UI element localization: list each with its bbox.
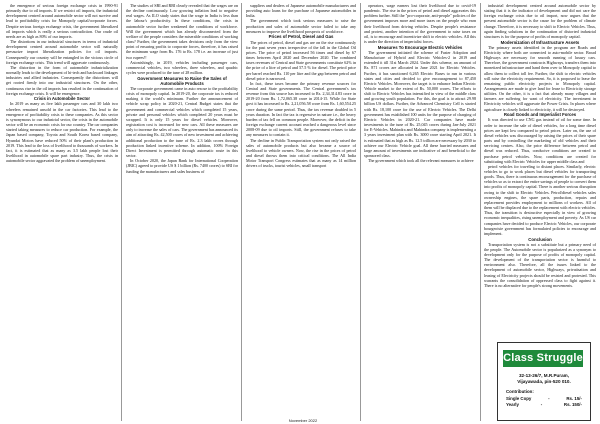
ad-price-sep: - xyxy=(540,402,543,407)
section-heading: Prices of Petrol, Diesel and Gas xyxy=(268,34,334,40)
article-column-3 xyxy=(246,3,356,169)
section-heading: Measures To Encourage Electric Vehicles xyxy=(377,44,463,50)
ad-price-row xyxy=(500,402,588,409)
ad-address-line-1: 32-13-26/7, M.R.Puram, xyxy=(518,373,570,378)
paragraph: In fact, these taxes became the primary revenue sources for Central and State governments. The Central government's tax revenue from this source has increased to Rs. 2,34,314.83 crore in 2019-20 from Rs. 1,72,065.38 crore in 2014-15. While for State govt it has increased to Rs. 2,21,056.58 crore from Rs. 1,60,554.25 crore during the same period. Thus, the tax revenue doubled in 5 years duration. In fact the tax is regressive in nature i.e., the heavy burden of tax fell on common people. Moreover, the deficit in the foreign exchange current account reached a dangerous level since 2008-09 due to oil imports. Still, the government refuses to take any measures to contain it. xyxy=(246,80,356,138)
article-column-2 xyxy=(126,3,238,174)
paragraph: the emergence of serious foreign exchange crisis in 1990-91 primarily due to oil imports. If we restrict oil imports, the industrial development centred around automobile sector will not survive and lead to profitability crisis for Monopoly capital/corporate forces. Despite serious foreign exchange crisis, the government liberalized oil imports which is really a serious contradiction. Our crude oil needs are as high as 80% of our imports. xyxy=(6,3,118,39)
paragraph: petrol vehicles for traveling to distant places. Similarly, electric vehicles to go to work places but diesel vehicles for transporting goods. Thus, there is continuous encouragement for the purchase of vehicles so as to extract the entire savings of people to convert them into profits of monopoly capital. There is another serious disruption owing to the shift to Electric Vehicles. Petrol/diesel vehicles sales ownership engines, the spare parts, production, repairs and replacement provides employment to millions of workers. All of them will be displaced due to the replacement with electric vehicles. Thus, the transition is destructive especially in view of growing economic inequalities, rising unemployment and poverty. As US car companies have decided to produce Electric Vehicles, our corporate bourgeoisie government has formulated policies to encourage and implement. xyxy=(484,163,596,236)
paragraph: The government which took serious measures to raise the production and sales of automobile sector failed to take any measures to improve the livelihood prospects of workforce. xyxy=(246,18,356,34)
paragraph: The distortions in our industrial structures in terms of industrial development centred around automobile sector will naturally pressurize import liberalization policies for oil imports. Consequently our country will be entangled in the vicious circle of foreign exchange crisis. This trend will aggravate continuously. xyxy=(6,39,118,65)
paragraph: The government which took all the relevant measures to achieve xyxy=(368,158,474,164)
section-heading: Government Measures to Raise the Sales of Automobile Products xyxy=(137,75,227,86)
paragraph: Transportation system is not a substitute but a primary need of the people. The Automobile sector is popularized as a synonym to development only for the purpose of profits of monopoly capital. The development of the transportation sector is harmful to environment also. Therefore, all the issues linked to the development of automobile sector, Highways, privatisation and leasing of Electricity projects should be resisted and protested. This warrants the consolidation of oppressed class to fight against it. There is no alternative for people's strong movements. xyxy=(484,241,596,288)
paragraph: It was directed to use CNG gas instead of oil for some time. In order to increase the sale of diesel vehicles, for a long time diesel prices are kept low compared to petrol prices. Later on, the use of diesel vehicles was discouraged by raising the prices of their spare parts and by controlling the marketing of old vehicles and their servicing centres. Also, the price difference between petrol and diesel was reduced. Thus, conducive conditions are created to purchase petrol vehicles. Now, conditions are created for substituting with Electric Vehicles for upper middle class and xyxy=(484,117,596,164)
page-footer: November 2022 xyxy=(288,418,318,423)
ad-address-line-2: Vijayawada, pin-520 010. xyxy=(517,379,571,385)
ad-contribution-label: Contribution: xyxy=(506,389,534,394)
ad-price-label: Yearly xyxy=(506,402,519,407)
ad-address xyxy=(500,373,588,385)
paragraph: The distortion in the form of automobile industrialization normally leads to the development of hi-tech and backward linkages industries and allied industries. Consequently the distortions will get rooted firmly into our industrial structures. On the other, continuous rise in the oil imports has resulted in the continuation of foreign exchange crisis. It will be emergence. xyxy=(6,64,118,96)
paragraph: operators, wage earners lost their livelihood due to covid-19 pandemic. The rise in the prices of petrol and diesel aggravates this problem further. Still the "pro-corporate, anti-people" policies of the government imposes more and more taxes on the people who earn their livelihood from driving vehicles. Despite people's resistance and protest, another intention of the government to raise taxes on oil, is to encourage and incentivize shift to electric vehicles. All this is under the direction of imperialist forces. xyxy=(364,3,476,45)
column-divider xyxy=(241,3,242,421)
ad-price-value: Rs. 150/- xyxy=(563,402,582,407)
paragraph: suppliers and dealers of Japanese automobile manufacturers and providing auto loans for the purchase of Japanese automobiles in India. xyxy=(246,3,356,19)
paragraph: The government initiated the scheme of Faster Adoption and Manufacture of Hybrid and Electric Vehicles-2 in 2019 and extended it till 31st March 2024. Under this scheme, an amount of Rs. 871 crores are allocated in June 2021 for Electric Vehicles. Further, it has sanctioned 6,265 Electric Buses to run in various states and cities and decided to give encouragement to 87,450 Electric Vehicles. Moreover, the target is to enhance Indian Electric Vehicle market to the extent of Rs. 50,000 crores. The efforts to shift to Electric Vehicles has intensified in view of the middle class and growing youth population. For this, the goal is to attract 29.98 billion US dollars. Further, the Advanced Chemistry Cell is started with Rs. 18,100 crore for the use of Electric Vehicles. The Delhi government has established 100 units for the purpose of charging of Electric Vehicles in 2020-21. Car companies have made investments to the tune of Rs. 25,045 crores during Jan-July 2021 for E-Vehicles. Mahindra and Mahindra company is implementing a 3 years investment plan with Rs. 3000 crore starting April 2021. It is estimated that as high as Rs. 12.5 trillion are necessary by 2030 to achieve our Electric Vehicle goal. All these hurried measures and large amount of investments are indicative of and beneficial to the sponsored class. xyxy=(364,49,476,159)
paragraph: The prices of petrol, diesel and gas are on the rise continuously for the past seven years irrespective of the fall in the Global Oil prices. The price of petrol increased 56 times and diesel by 67 times between April 2020 and December 2020. The combined taxes revenues of Central and State governments constitute 62% in the price of a litre of petrol and 57.5 % for diesel. The petrol price per barrel reached Rs. 110 per litre and the gap between petrol and diesel price is narrowed. xyxy=(246,39,356,81)
paragraph: industrial development centred around automobile sector by stating that it is the indicator of development and did not care the foreign exchange crisis due to oil import, now argues that the present automobile sector is the cause for the problem of climate change. Therefore, it is necessary to shift to Electric Vehicles. Thus, again finding solutions in the continuation of distorted industrial structures is for the purpose of profits of monopoly capital. xyxy=(484,3,596,39)
ad-price-sep: - xyxy=(548,395,550,401)
paragraph: In October 2020, the Japan Bank for International Cooperation (JBIC) agreed to provide US $ 1 billion (Rs. 7400 crores) to SBI for funding the manufacturers and sales business of xyxy=(126,158,238,174)
section-heading: Road Goods and Imperialist Forces xyxy=(503,112,577,118)
section-heading: Crisis in Automobile Sector xyxy=(33,96,91,102)
paragraph: The studies of SBI and RBI clearly revealed that the wages are on the decline continuously. Low growing inflation lead to negative real wages. As ILO study states that the wage in India is less than the labour's productivity. In these conditions, the crisis in automobile sector further weakened the conditions of workforce. Will the government which has already disconnected from the welfare of the people considers the miserable conditions of working class? Further, the government takes decisions only from the view point of ensuring profits to corporate forces, therefore, it has raised the minimum wage from Rs. 176 to Rs. 178 i.e. an increase of just two rupees!! xyxy=(126,3,238,60)
column-divider xyxy=(121,3,122,421)
column-divider xyxy=(360,3,361,421)
column-divider xyxy=(480,3,481,421)
article-column-1 xyxy=(6,3,118,163)
section-heading: Modernization of Infrastructure Assets xyxy=(500,39,580,45)
article-column-5 xyxy=(484,3,596,288)
class-struggle-advertisement xyxy=(497,342,591,421)
ad-price-label: Single Copy xyxy=(506,395,532,401)
paragraph: The primary assets identified in the program are Roads and Electricity where both are connected to auto-mobile sector. Broad Highways are necessary for smooth running of luxury cars. Therefore, the government constructs Highways, transfers them into monetized infrastructure and hand them over to Monopoly capital to allow them to collect toll fee. Further, the shift to electric vehicles will raise the electricity requirement. So, it is proposed to lease the remaining public electricity projects to Monopoly capital. Arrangements are made to give land for lease to Electricity storage utilities. On the other, it is a fact that already many villages and farmers are suffering for want of electricity. The investment in Electricity vehicles will aggravate the Power Crisis. In places where agriculture is closely linked to electricity, it will be destroyed. xyxy=(484,44,596,112)
paragraph: In 2019 as many as five lakh passenger cars and 30 lakh two wheelers remained unsold in the car factories. This lead to the emergence of profitability crisis to these companies. As this sector is synonymous to our industrial sector, the crisis in the automobile sector will be an economic crisis for our country. The car companies started taking measures to reduce car production. For example, the Japan based company, Toyota and South Korea based company, Hyundai Motors have reduced 50% of their plant's production in 2019. This lead to the loss of livelihood to thousands of workers. In fact, it is estimated that as many as 3.5 lakh people lost their livelihood in automobile spare part industry. Thus, the crisis in automobile sector aggravated the problem of unemployment. xyxy=(6,101,118,164)
ad-contribution xyxy=(500,389,588,409)
article-column-4 xyxy=(364,3,476,163)
paragraph: Astonishingly, in 2019, vehicles including passenger cars, commercial vehicles, two wheelers, three wheelers, and quadric cycles were produced to the tune of 28 million. xyxy=(126,59,238,76)
paragraph: The corporate government came in auto rescue to the profitability crisis of monopoly capital. In 2019-20, the corporate tax is reduced making it the world's minimum. Further the announcement of vehicle scrap policy in 2020-21, Central Budget states that the government and commercial vehicles which completed 15 years, private and personal vehicles which completed 20 years must be scrapped. It is only 15 years for diesel vehicles. Moreover, registration cost is increased for new cars. All these measures are only to increase the sales of cars. The government has announced its aim of attracting Rs. 42,500 crores of new investment and achieving additional production to the tune of Rs. 2.3 lakh crores through production linked incentive scheme. In addition, 100% Foreign Direct Investment is permitted through automatic route in this sector. xyxy=(126,86,239,159)
ad-title: Class Struggle xyxy=(503,350,583,367)
section-heading: Conclusion xyxy=(528,236,552,242)
paragraph: The decline in Public Transportation system not only raised the sales of automobile products but also became a source of livelihood to vehicle owners. Now, the rise in the prices of petrol and diesel throws them into critical conditions. The All India Motor Transport Congress estimates that as many as 14 million drivers of trucks, tourist vehicles, small transport xyxy=(246,137,356,169)
ad-price-value: Rs. 15/- xyxy=(566,395,582,401)
